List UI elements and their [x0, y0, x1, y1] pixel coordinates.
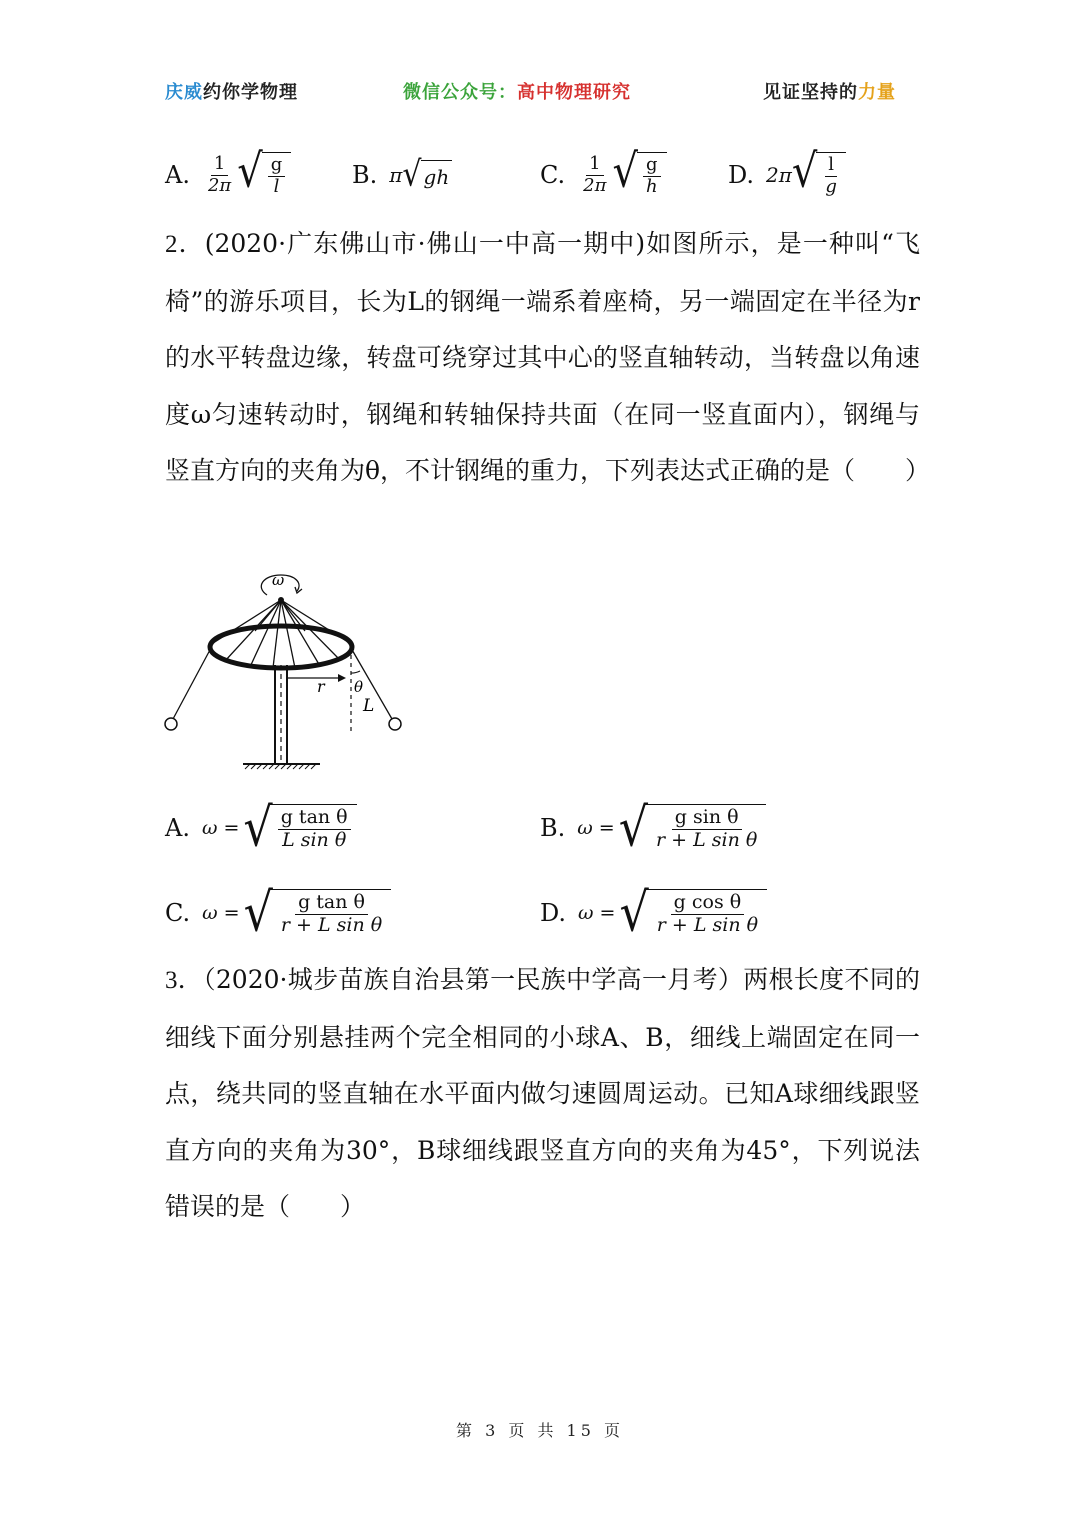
coefficient: 2π	[766, 163, 792, 187]
left-chair	[165, 718, 177, 730]
radicand-fraction	[278, 892, 385, 937]
radicand-fraction	[643, 155, 661, 197]
frac-den: r + L sin θ	[656, 914, 759, 936]
question-2-text	[165, 216, 931, 500]
header-middle	[403, 78, 631, 104]
option-label: A.	[165, 161, 190, 189]
frac-num: g sin θ	[672, 807, 742, 830]
page-header	[0, 78, 1080, 108]
q1-option-d[interactable]	[728, 140, 846, 210]
omega-label: ω	[272, 571, 285, 589]
q2-option-c[interactable]	[165, 878, 391, 948]
length-label: L	[363, 696, 375, 716]
radical	[243, 880, 392, 944]
frac-num: g tan θ	[295, 892, 368, 915]
sqrt-icon: √	[402, 154, 422, 195]
q2-options-row-1	[0, 793, 1080, 863]
coefficient-fraction	[580, 154, 609, 196]
frac-den: 2π	[583, 174, 607, 196]
option-label: D.	[540, 899, 567, 927]
sqrt-icon: √	[243, 795, 273, 859]
radical	[619, 880, 767, 944]
header-right	[763, 78, 896, 104]
frac-den: h	[645, 176, 658, 197]
header-right-highlight: 力量	[858, 82, 896, 103]
q2-option-b[interactable]	[540, 793, 766, 863]
question-number: 2	[165, 231, 178, 258]
sqrt-icon: √	[612, 145, 638, 199]
radicand-fraction	[654, 892, 761, 937]
page-footer: 第 3 页 共 15 页	[456, 1421, 624, 1440]
frac-num: g	[268, 155, 286, 177]
question-3-text	[165, 952, 920, 1236]
option-label: D.	[728, 161, 755, 189]
frac-den: g	[825, 176, 837, 197]
sqrt-icon: √	[619, 880, 649, 944]
frac-den: r + L sin θ	[656, 829, 758, 851]
header-left-text: 约你学物理	[203, 82, 298, 103]
radical	[791, 145, 846, 199]
hub	[278, 597, 284, 603]
question-number: 3	[165, 967, 178, 994]
header-left	[165, 78, 298, 104]
sqrt-icon: √	[791, 145, 818, 199]
flying-chair-diagram	[155, 565, 415, 780]
option-label: B.	[352, 161, 378, 189]
option-label: A.	[165, 814, 190, 842]
q1-option-b[interactable]	[352, 140, 452, 210]
header-mid-label: 微信公众号：	[403, 82, 517, 103]
r-label: r	[317, 677, 325, 696]
frac-den: l	[273, 176, 280, 197]
left-cable	[173, 648, 211, 719]
equation-lhs: ω =	[202, 902, 240, 924]
q1-option-a[interactable]	[165, 140, 291, 210]
frac-num: g tan θ	[278, 807, 351, 830]
option-label: B.	[540, 814, 566, 842]
equation-lhs: ω =	[201, 817, 240, 839]
frac-num: 1	[586, 154, 603, 176]
header-right-text: 见证坚持的	[763, 82, 858, 103]
sqrt-icon: √	[243, 880, 273, 944]
equation-lhs: ω =	[578, 902, 616, 924]
angle-arc	[351, 671, 360, 673]
radical	[243, 795, 356, 859]
radical	[402, 154, 452, 195]
radicand-fraction	[268, 155, 286, 197]
frac-den: r + L sin θ	[280, 914, 383, 936]
option-label: C.	[540, 161, 566, 189]
q2-option-a[interactable]	[165, 793, 357, 863]
equation-lhs: ω =	[577, 817, 615, 839]
frac-num: g cos θ	[671, 892, 745, 915]
coefficient-fraction	[205, 154, 234, 196]
q2-options-row-2	[0, 878, 1080, 948]
question-body: ．（2020·城步苗族自治县第一民族中学高一月考）两根长度不同的细线下面分别悬挂两个完全相同的小球A、B，细线上端固定在同一点，绕共同的竖直轴在水平面内做匀速圆周运动。已知A球细线跟竖直方向的夹角为30°，B球细线跟竖直方向的夹角为45°，下列说法错误的是（ ）	[165, 965, 920, 1221]
frac-num: g	[643, 155, 661, 177]
radicand-fraction	[653, 807, 760, 852]
frac-num: l	[825, 155, 837, 177]
header-mid-account: 高中物理研究	[517, 82, 631, 103]
radicand: gh	[421, 160, 453, 190]
sqrt-icon: √	[618, 795, 649, 859]
right-chair	[389, 718, 401, 730]
sqrt-icon: √	[237, 145, 263, 199]
theta-label: θ	[354, 678, 364, 696]
header-left-highlight: 庆威	[165, 82, 203, 103]
frac-den: 2π	[207, 174, 232, 196]
q1-option-c[interactable]	[540, 140, 667, 210]
radical	[618, 795, 767, 859]
radicand-fraction	[822, 155, 840, 197]
radical	[612, 145, 666, 199]
frac-num: 1	[211, 154, 228, 176]
frac-den: L sin θ	[282, 829, 347, 851]
turntable-ring	[210, 626, 352, 668]
radius-arrowhead-icon	[338, 674, 346, 682]
option-label: C.	[165, 899, 191, 927]
radicand-fraction	[278, 807, 351, 852]
coefficient: π	[389, 163, 403, 187]
radical	[237, 145, 291, 199]
q2-option-d[interactable]	[540, 878, 767, 948]
q1-options	[0, 140, 1080, 210]
question-body: ．(2020·广东佛山市·佛山一中高一期中)如图所示，是一种叫“飞椅”的游乐项目，长为L的钢绳一端系着座椅，另一端固定在半径为r的水平转盘边缘，转盘可绕穿过其中心的竖直轴转动，当转盘以角速度ω匀速转动时，钢绳和转轴保持共面（在同一竖直面内），钢绳与竖直方向的夹角为θ，不计钢绳的重力，下列表达式正确的是（ ）	[165, 229, 931, 485]
